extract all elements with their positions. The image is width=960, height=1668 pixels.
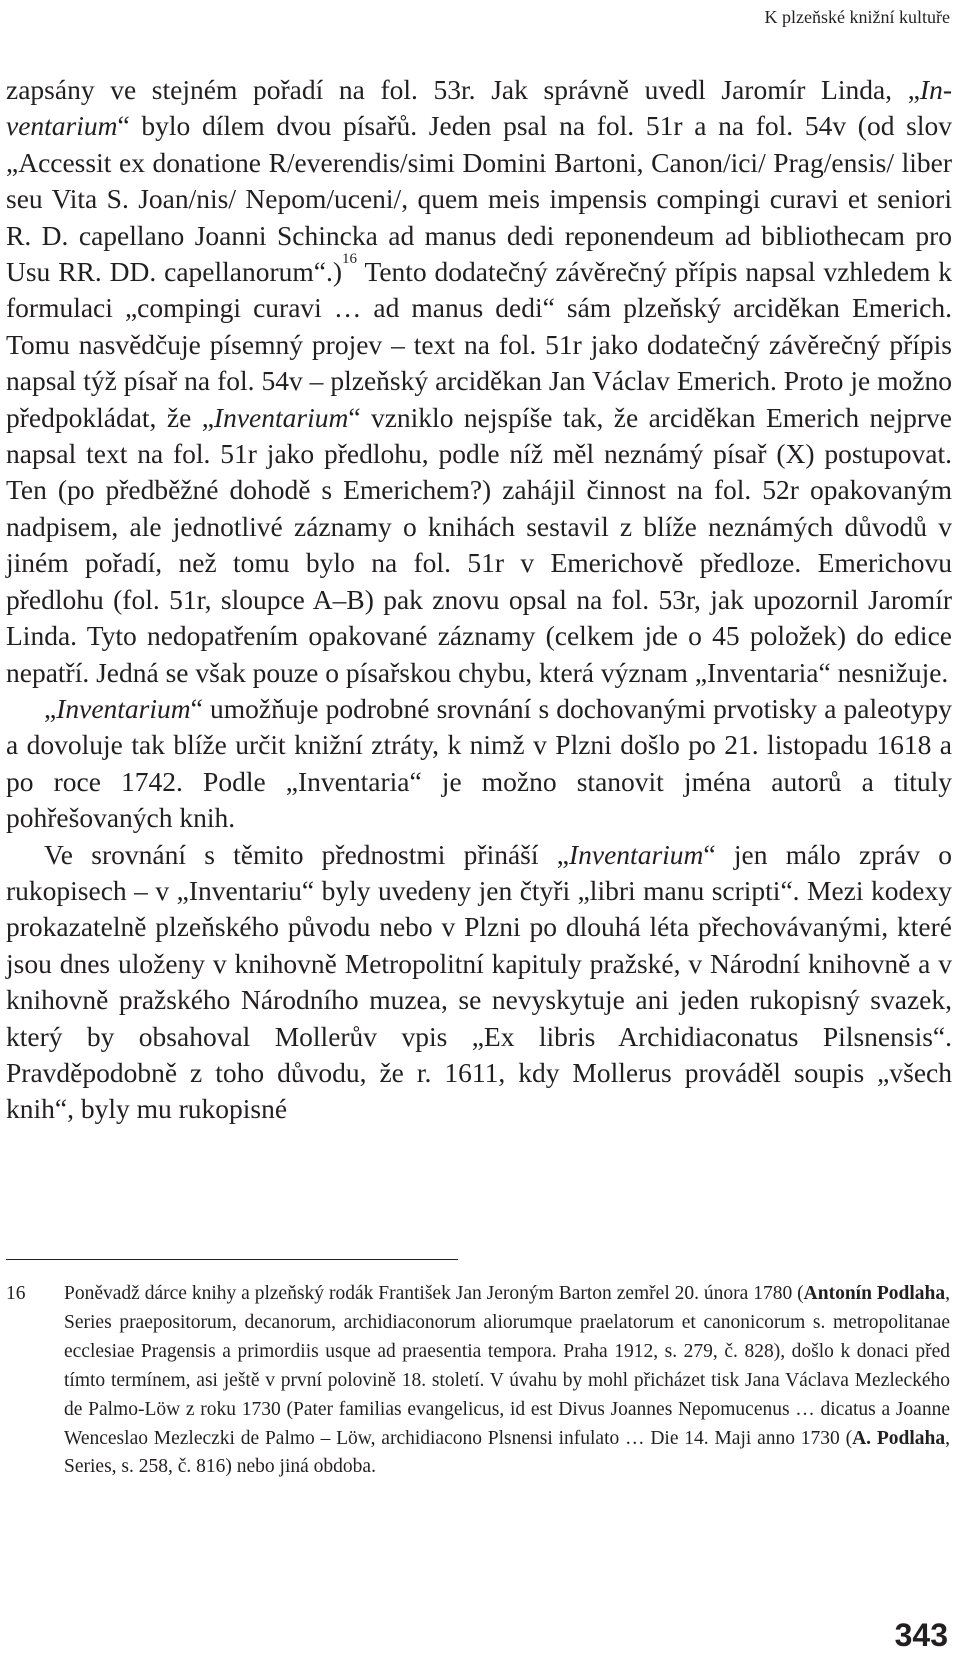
paragraph bbox=[6, 72, 952, 691]
paragraph-1-part-2 bbox=[6, 256, 952, 687]
text-run: “ vzniklo nejspíše tak, že arciděkan Emerich nejprve napsal text na fol. 51r jako předlohu, podle níž měl neznámý písař (X) postupovat. Ten (po předběžné dohodě s Emerichem?) zahájil činnost na fol. 52r opakovaným nadpisem, ale jednotlivé záznamy o knihách sestavil z blíže neznámých důvodů v jiném pořadí, než tomu bylo na fol. 51r v Emerichově předloze. Emerichovu předlohu (fol. 51r, sloupce A–B) pak znovu opsal na fol. 53r, jak upozornil Jaromír Linda. Tyto nedopatřením opakované záznamy (celkem jde o 45 položek) do edice nepatří. Jedná se však pouze o písařskou chybu, která význam „Inventaria“ nesnižuje. bbox=[6, 401, 952, 688]
page-number: 343 bbox=[894, 1617, 948, 1653]
bold-text: A. Podlaha bbox=[852, 1427, 946, 1449]
paragraph bbox=[6, 837, 952, 1128]
running-head: K plzeňské knižní kultuře bbox=[764, 7, 950, 27]
italic-text: Inventarium bbox=[6, 74, 952, 142]
text-run: , Series, s. 258, č. 816) nebo jiná obdoba. bbox=[64, 1427, 950, 1478]
text-run: Tento dodatečný závěrečný přípis napsal vzhledem k formulaci „compingi curavi … ad manus dedi“ sám plzeňský arciděkan Emerich. Tomu nasvědčuje písemný projev – text na fol. 51r jako dodatečný závěrečný přípis napsal týž písař na fol. 54v – plzeňský arciděkan Jan Václav Emerich. Proto je možno předpokládat, že „ bbox=[6, 256, 953, 433]
text-run: Ve srovnání s těmito přednostmi přináší „ bbox=[44, 838, 569, 870]
text-run: “ bylo dílem dvou písařů. Jeden psal na fol. 51r a na fol. 54v (od slov „Accessit ex donatione R/everendis/simi Domini Bartoni, Canon/ici/ Prag/ensis/ liber seu Vita S. Joan/nis/ Nepom/uceni/, quem meis impensis compingi curavi et seniori R. D. capellano Joanni Schincka ad manus dedi reponendeum ad bibliothecam pro Usu RR. DD. capellanorum“.) bbox=[6, 110, 952, 288]
italic-text: Inventarium bbox=[568, 838, 704, 870]
italic-text: Inventarium bbox=[213, 401, 349, 433]
text-run: , Series praepositorum, decanorum, archidiaconorum aliorumque praelatorum et canonicorum s. metropolitanae ecclesiae Pragensis a primordiis usque ad praesentia tempora. Praha 1912, s. 279, č. 828), došlo k donaci před tímto termínem, asi ještě v první polovině 18. století. V úvahu by mohl přicházet tisk Jana Václava Mezleckého de Palmo-Löw z roku 1730 (Pater familias evangelicus, id est Divus Joannes Nepomucenus … dicatus a Joanne Wenceslao Mezleczki de Palmo – Löw, archidiacono Plsnensi infulato … Die 14. Maji anno 1730 ( bbox=[64, 1283, 950, 1449]
italic-text: Inventarium bbox=[56, 692, 191, 724]
footnote-text bbox=[64, 1280, 950, 1482]
text-run: zapsány ve stejném pořadí na fol. 53r. Jak správně uvedl Jaromír Linda, „ bbox=[6, 74, 920, 105]
footnote-divider bbox=[6, 1259, 458, 1260]
text-run: “ umožňuje podrobné srovnání s dochovanými prvotisky a paleotypy a dovoluje tak blíže určit knižní ztráty, k nimž v Plzni došlo po 21. listopadu 1618 a po roce 1742. Podle „Inventaria“ je možno stanovit jména autorů a tituly pohřešovaných knih. bbox=[6, 692, 952, 834]
bold-text: Antonín Podlaha bbox=[803, 1283, 946, 1304]
paragraph bbox=[6, 691, 952, 837]
text-run: „ bbox=[44, 692, 57, 724]
text-run: Poněvadž dárce knihy a plzeňský rodák František Jan Jeroným Barton zemřel 20. února 1780 ( bbox=[64, 1283, 804, 1304]
text-run: “ jen málo zpráv o rukopisech – v „Inventariu“ byly uvedeny jen čtyři „libri manu scripti“. Mezi kodexy prokazatelně plzeňského původu nebo v Plzni po dlouhá léta přechovávanými, které jsou dnes uloženy v knihovně Metropolitní kapituly pražské, v Národní knihovně a v knihovně pražského Národního muzea, se nevyskytuje ani jeden rukopisný svazek, který by obsahoval Mollerův vpis „Ex libris Archidiaconatus Pilsnensis“. Pravděpodobně z toho důvodu, že r. 1611, kdy Mollerus prováděl soupis „všech knih“, byly mu rukopisné bbox=[6, 838, 953, 1125]
footnote bbox=[6, 1280, 950, 1482]
body-text bbox=[6, 72, 952, 1128]
footnote-reference[interactable]: 16 bbox=[342, 251, 358, 268]
footnote-number: 16 bbox=[6, 1283, 26, 1304]
